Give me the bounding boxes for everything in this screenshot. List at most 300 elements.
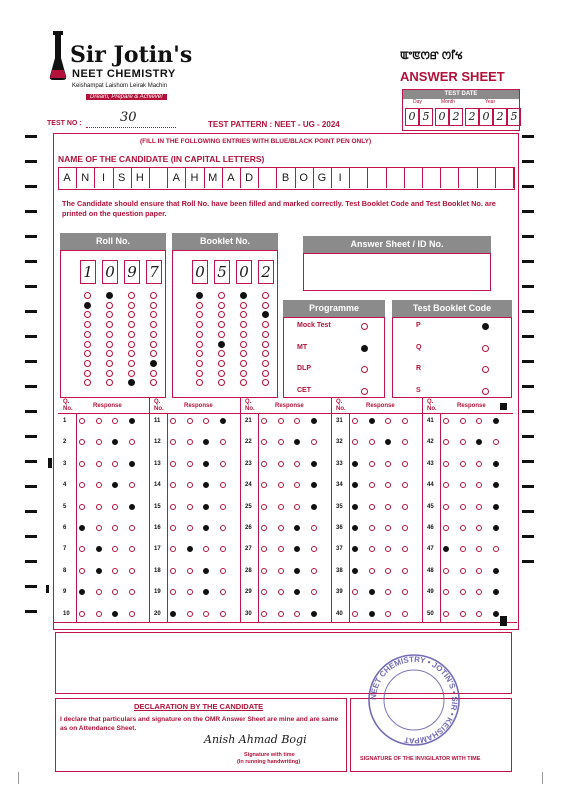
answer-bubble[interactable] xyxy=(369,461,375,467)
answer-bubble[interactable] xyxy=(369,439,375,445)
answer-bubble[interactable] xyxy=(203,611,209,617)
answer-bubble[interactable] xyxy=(352,525,358,531)
answer-bubble[interactable] xyxy=(476,418,482,424)
booklet-no-bubble[interactable] xyxy=(240,292,247,299)
institute-stamp xyxy=(366,652,462,748)
answer-bubble[interactable] xyxy=(476,611,482,617)
answer-bubble[interactable] xyxy=(352,504,358,510)
roll-no-bubble[interactable] xyxy=(106,370,113,377)
roll-no-bubble[interactable] xyxy=(128,370,135,377)
answer-bubble[interactable] xyxy=(311,482,317,488)
roll-no-bubble[interactable] xyxy=(84,302,91,309)
answer-bubble[interactable] xyxy=(493,546,499,552)
name-char-cell[interactable]: D xyxy=(240,168,259,188)
fill-instruction: (FILL IN THE FOLLOWING ENTRIES WITH BLUE/BLACK POINT PEN ONLY) xyxy=(140,138,372,145)
answer-bubble[interactable] xyxy=(79,611,85,617)
answer-bubble[interactable] xyxy=(352,611,358,617)
booklet-no-bubble[interactable] xyxy=(196,341,203,348)
programme-option-bubble[interactable] xyxy=(361,366,368,373)
answer-bubble[interactable] xyxy=(460,461,466,467)
answer-bubble[interactable] xyxy=(311,589,317,595)
answer-bubble[interactable] xyxy=(278,568,284,574)
question-number: 7 xyxy=(63,546,67,553)
answer-bubble[interactable] xyxy=(311,525,317,531)
answer-bubble[interactable] xyxy=(402,611,408,617)
programme-option-bubble[interactable] xyxy=(361,323,368,330)
answer-bubble[interactable] xyxy=(96,589,102,595)
answer-bubble[interactable] xyxy=(278,482,284,488)
answer-bubble[interactable] xyxy=(220,461,226,467)
name-char-cell[interactable] xyxy=(440,168,459,188)
answer-bubble[interactable] xyxy=(187,525,193,531)
name-char-cell[interactable] xyxy=(258,168,277,188)
answer-bubble[interactable] xyxy=(476,568,482,574)
answer-bubble[interactable] xyxy=(369,504,375,510)
answer-bubble[interactable] xyxy=(220,525,226,531)
answer-bubble[interactable] xyxy=(203,418,209,424)
roll-no-bubble[interactable] xyxy=(150,341,157,348)
roll-no-bubble[interactable] xyxy=(106,331,113,338)
roll-no-digit-box[interactable]: 1 xyxy=(80,260,96,284)
answer-bubble[interactable] xyxy=(385,525,391,531)
roll-no-digit-box[interactable]: 0 xyxy=(102,260,118,284)
answer-bubble[interactable] xyxy=(129,525,135,531)
answer-bubble[interactable] xyxy=(311,461,317,467)
answer-bubble[interactable] xyxy=(170,525,176,531)
answer-grid-bottom xyxy=(53,622,517,623)
booklet-no-bubble[interactable] xyxy=(262,302,269,309)
booklet-no-bubble[interactable] xyxy=(262,360,269,367)
answer-block-divider xyxy=(240,398,241,622)
answer-bubble[interactable] xyxy=(129,546,135,552)
answer-bubble[interactable] xyxy=(129,568,135,574)
name-char-cell[interactable]: I xyxy=(94,168,113,188)
answer-bubble[interactable] xyxy=(402,589,408,595)
answer-bubble[interactable] xyxy=(96,504,102,510)
answer-bubble[interactable] xyxy=(443,568,449,574)
answer-bubble[interactable] xyxy=(402,439,408,445)
answer-bubble[interactable] xyxy=(261,418,267,424)
answer-bubble[interactable] xyxy=(493,568,499,574)
roll-no-bubble[interactable] xyxy=(84,292,91,299)
name-char-cell[interactable]: I xyxy=(331,168,350,188)
answer-bubble[interactable] xyxy=(187,482,193,488)
answer-bubble[interactable] xyxy=(112,418,118,424)
roll-no-bubble[interactable] xyxy=(106,302,113,309)
name-char-cell[interactable] xyxy=(495,168,514,188)
timing-mark-right xyxy=(522,410,534,413)
name-char-cell[interactable]: G xyxy=(313,168,332,188)
answer-bubble[interactable] xyxy=(402,568,408,574)
booklet-no-bubble[interactable] xyxy=(218,341,225,348)
date-digit[interactable]: 2 xyxy=(465,108,479,126)
answer-bubble[interactable] xyxy=(443,611,449,617)
answer-bubble[interactable] xyxy=(311,568,317,574)
roll-no-bubble[interactable] xyxy=(150,292,157,299)
answer-bubble[interactable] xyxy=(112,461,118,467)
q-no-header: Q. No. xyxy=(427,399,437,412)
name-char-cell[interactable]: B xyxy=(276,168,295,188)
booklet-code-bubble[interactable] xyxy=(482,366,489,373)
question-number: 33 xyxy=(336,460,343,467)
answer-bubble[interactable] xyxy=(460,439,466,445)
answer-bubble[interactable] xyxy=(129,504,135,510)
answer-bubble[interactable] xyxy=(294,461,300,467)
name-char-cell[interactable] xyxy=(422,168,441,188)
name-char-cell[interactable] xyxy=(149,168,168,188)
invigilator-label: SIGNATURE OF THE INVIGILATOR WITH TIME xyxy=(360,756,481,762)
answer-bubble[interactable] xyxy=(369,568,375,574)
timing-mark-left xyxy=(25,510,37,513)
answer-bubble[interactable] xyxy=(203,568,209,574)
booklet-no-bubble[interactable] xyxy=(196,360,203,367)
timing-mark-right xyxy=(522,160,534,163)
name-char-cell[interactable]: A xyxy=(222,168,241,188)
answer-bubble[interactable] xyxy=(203,461,209,467)
answer-bubble[interactable] xyxy=(112,525,118,531)
answer-bubble[interactable] xyxy=(443,525,449,531)
answer-bubble[interactable] xyxy=(443,461,449,467)
answer-bubble[interactable] xyxy=(96,418,102,424)
date-digit[interactable]: 0 xyxy=(405,108,419,126)
response-header: Response xyxy=(93,403,122,409)
answer-bubble[interactable] xyxy=(187,461,193,467)
question-number: 6 xyxy=(63,525,67,531)
answer-bubble[interactable] xyxy=(261,461,267,467)
answer-bubble[interactable] xyxy=(493,482,499,488)
date-digit[interactable]: 2 xyxy=(449,108,463,126)
answer-bubble[interactable] xyxy=(385,611,391,617)
answer-bubble[interactable] xyxy=(220,439,226,445)
answer-sheet-id-field[interactable] xyxy=(303,253,491,291)
question-number: 42 xyxy=(427,439,434,446)
q-no-header: Q. No. xyxy=(154,399,164,412)
booklet-no-bubble[interactable] xyxy=(262,370,269,377)
roll-no-bubble[interactable] xyxy=(84,331,91,338)
answer-bubble[interactable] xyxy=(96,611,102,617)
timing-mark-right xyxy=(522,285,534,288)
answer-bubble[interactable] xyxy=(402,546,408,552)
question-number: 15 xyxy=(154,503,161,510)
answer-bubble[interactable] xyxy=(278,525,284,531)
answer-bubble[interactable] xyxy=(170,611,176,617)
answer-bubble[interactable] xyxy=(278,418,284,424)
roll-no-bubble[interactable] xyxy=(150,331,157,338)
name-char-cell[interactable]: H xyxy=(185,168,204,188)
timing-mark-right xyxy=(522,460,534,463)
answer-bubble[interactable] xyxy=(96,568,102,574)
answer-bubble[interactable] xyxy=(443,504,449,510)
roll-no-bubble[interactable] xyxy=(106,341,113,348)
answer-bubble[interactable] xyxy=(443,418,449,424)
timing-mark-right xyxy=(522,535,534,538)
date-digit[interactable]: 0 xyxy=(479,108,493,126)
name-char-cell[interactable]: A xyxy=(58,168,77,188)
answer-bubble[interactable] xyxy=(460,589,466,595)
answer-bubble[interactable] xyxy=(311,504,317,510)
answer-bubble[interactable] xyxy=(129,589,135,595)
answer-bubble[interactable] xyxy=(79,461,85,467)
answer-bubble[interactable] xyxy=(220,611,226,617)
name-char-cell[interactable] xyxy=(367,168,386,188)
answer-bubble[interactable] xyxy=(369,418,375,424)
answer-bubble[interactable] xyxy=(369,525,375,531)
answer-bubble[interactable] xyxy=(112,611,118,617)
answer-bubble[interactable] xyxy=(96,461,102,467)
brand-subtitle: NEET CHEMISTRY xyxy=(72,68,176,80)
answer-bubble[interactable] xyxy=(79,568,85,574)
booklet-no-bubble[interactable] xyxy=(218,370,225,377)
question-number: 4 xyxy=(63,482,67,489)
roll-no-bubble[interactable] xyxy=(150,370,157,377)
booklet-no-digit-box[interactable]: 0 xyxy=(192,260,208,284)
answer-bubble[interactable] xyxy=(129,461,135,467)
roll-no-bubble[interactable] xyxy=(84,341,91,348)
name-char-cell[interactable]: H xyxy=(131,168,150,188)
answer-bubble[interactable] xyxy=(294,504,300,510)
answer-bubble[interactable] xyxy=(261,611,267,617)
answer-bubble[interactable] xyxy=(476,504,482,510)
answer-bubble[interactable] xyxy=(220,546,226,552)
booklet-no-bubble[interactable] xyxy=(240,302,247,309)
question-number: 13 xyxy=(154,460,161,467)
answer-bubble[interactable] xyxy=(129,418,135,424)
answer-bubble[interactable] xyxy=(294,611,300,617)
roll-no-bubble[interactable] xyxy=(150,302,157,309)
answer-bubble[interactable] xyxy=(220,568,226,574)
answer-bubble[interactable] xyxy=(129,482,135,488)
answer-bubble[interactable] xyxy=(493,439,499,445)
question-number: 19 xyxy=(154,589,161,596)
answer-bubble[interactable] xyxy=(352,461,358,467)
answer-bubble[interactable] xyxy=(170,418,176,424)
answer-bubble[interactable] xyxy=(96,525,102,531)
booklet-no-bubble[interactable] xyxy=(240,370,247,377)
answer-bubble[interactable] xyxy=(278,589,284,595)
answer-bubble[interactable] xyxy=(96,439,102,445)
answer-bubble[interactable] xyxy=(493,504,499,510)
booklet-no-bubble[interactable] xyxy=(240,341,247,348)
answer-bubble[interactable] xyxy=(96,546,102,552)
answer-bubble[interactable] xyxy=(460,418,466,424)
answer-bubble[interactable] xyxy=(460,525,466,531)
answer-bubble[interactable] xyxy=(476,461,482,467)
booklet-no-bubble[interactable] xyxy=(196,302,203,309)
booklet-code-bubble[interactable] xyxy=(482,345,489,352)
booklet-no-bubble[interactable] xyxy=(240,360,247,367)
answer-bubble[interactable] xyxy=(402,461,408,467)
test-no-value[interactable]: 30 xyxy=(120,110,137,125)
date-sub-labels xyxy=(403,99,519,106)
answer-bubble[interactable] xyxy=(187,504,193,510)
answer-bubble[interactable] xyxy=(79,418,85,424)
answer-bubble[interactable] xyxy=(385,568,391,574)
date-digit[interactable]: 5 xyxy=(419,108,433,126)
answer-bubble[interactable] xyxy=(493,589,499,595)
answer-bubble[interactable] xyxy=(203,525,209,531)
question-number: 16 xyxy=(154,525,161,531)
answer-bubble[interactable] xyxy=(170,504,176,510)
corner-square xyxy=(500,403,507,410)
name-char-cell[interactable]: M xyxy=(204,168,223,188)
answer-bubble[interactable] xyxy=(187,418,193,424)
roll-no-bubble[interactable] xyxy=(150,360,157,367)
question-number: 28 xyxy=(245,567,252,574)
answer-bubble[interactable] xyxy=(170,568,176,574)
answer-bubble[interactable] xyxy=(261,504,267,510)
date-digit[interactable]: 2 xyxy=(493,108,507,126)
qnum-column-divider xyxy=(258,414,259,622)
booklet-no-bubble[interactable] xyxy=(196,370,203,377)
booklet-no-digit-box[interactable]: 0 xyxy=(236,260,252,284)
answer-bubble[interactable] xyxy=(311,439,317,445)
answer-bubble[interactable] xyxy=(493,461,499,467)
roll-no-bubble[interactable] xyxy=(84,360,91,367)
booklet-no-bubble[interactable] xyxy=(262,341,269,348)
roll-no-bubble[interactable] xyxy=(106,360,113,367)
answer-bubble[interactable] xyxy=(187,568,193,574)
answer-bubble[interactable] xyxy=(460,504,466,510)
booklet-no-header: Booklet No. xyxy=(172,233,278,250)
answer-bubble[interactable] xyxy=(311,546,317,552)
answer-bubble[interactable] xyxy=(402,525,408,531)
answer-bubble[interactable] xyxy=(460,611,466,617)
answer-bubble[interactable] xyxy=(220,504,226,510)
answer-bubble[interactable] xyxy=(220,589,226,595)
question-number: 43 xyxy=(427,460,434,467)
answer-bubble[interactable] xyxy=(294,568,300,574)
answer-bubble[interactable] xyxy=(385,418,391,424)
roll-no-digit-box[interactable]: 9 xyxy=(124,260,140,284)
booklet-code-bubble[interactable] xyxy=(482,388,489,395)
answer-bubble[interactable] xyxy=(129,439,135,445)
answer-bubble[interactable] xyxy=(369,611,375,617)
roll-no-bubble[interactable] xyxy=(128,292,135,299)
answer-bubble[interactable] xyxy=(220,482,226,488)
booklet-no-bubble[interactable] xyxy=(218,360,225,367)
answer-bubble[interactable] xyxy=(79,504,85,510)
answer-bubble[interactable] xyxy=(278,504,284,510)
answer-bubble[interactable] xyxy=(402,482,408,488)
answer-bubble[interactable] xyxy=(294,525,300,531)
answer-bubble[interactable] xyxy=(278,611,284,617)
answer-bubble[interactable] xyxy=(187,546,193,552)
candidate-name-label: NAME OF THE CANDIDATE (IN CAPITAL LETTERS) xyxy=(58,154,265,164)
answer-bubble[interactable] xyxy=(352,568,358,574)
roll-no-bubble[interactable] xyxy=(84,370,91,377)
date-digit[interactable]: 0 xyxy=(435,108,449,126)
answer-bubble[interactable] xyxy=(493,611,499,617)
name-char-cell[interactable]: A xyxy=(167,168,186,188)
test-no-label: TEST NO : xyxy=(47,120,82,127)
question-number: 35 xyxy=(336,503,343,510)
answer-bubble[interactable] xyxy=(203,504,209,510)
name-char-cell[interactable]: N xyxy=(76,168,95,188)
roll-no-bubble[interactable] xyxy=(128,360,135,367)
roll-no-bubble[interactable] xyxy=(128,341,135,348)
answer-bubble[interactable] xyxy=(460,546,466,552)
booklet-no-bubble[interactable] xyxy=(218,292,225,299)
booklet-no-digit-box[interactable]: 5 xyxy=(214,260,230,284)
roll-no-digit-box[interactable]: 7 xyxy=(146,260,162,284)
answer-bubble[interactable] xyxy=(294,418,300,424)
booklet-code-bubble[interactable] xyxy=(482,323,489,330)
booklet-no-bubble[interactable] xyxy=(240,331,247,338)
answer-bubble[interactable] xyxy=(385,461,391,467)
answer-bubble[interactable] xyxy=(129,611,135,617)
brand-title: Sir Jotin's xyxy=(70,42,193,68)
answer-bubble[interactable] xyxy=(278,546,284,552)
qnum-column-divider xyxy=(76,414,77,622)
date-digit[interactable]: 5 xyxy=(507,108,521,126)
answer-bubble[interactable] xyxy=(352,418,358,424)
answer-bubble[interactable] xyxy=(170,461,176,467)
booklet-no-digit-box[interactable]: 2 xyxy=(258,260,274,284)
roll-no-bubble[interactable] xyxy=(128,302,135,309)
answer-bubble[interactable] xyxy=(112,568,118,574)
timing-mark-vertical xyxy=(48,458,52,468)
answer-bubble[interactable] xyxy=(369,546,375,552)
name-char-cell[interactable] xyxy=(386,168,405,188)
answer-bubble[interactable] xyxy=(369,589,375,595)
timing-mark-right xyxy=(522,235,534,238)
candidate-signature[interactable]: Anish Ahmad Bogi xyxy=(204,733,307,746)
answer-bubble[interactable] xyxy=(311,418,317,424)
answer-bubble[interactable] xyxy=(460,568,466,574)
name-char-cell[interactable] xyxy=(458,168,477,188)
question-number: 45 xyxy=(427,503,434,510)
programme-option-bubble[interactable] xyxy=(361,345,368,352)
roll-no-bubble[interactable] xyxy=(106,292,113,299)
timing-mark-left xyxy=(25,435,37,438)
name-char-cell[interactable] xyxy=(404,168,423,188)
name-char-cell[interactable] xyxy=(477,168,496,188)
answer-bubble[interactable] xyxy=(187,611,193,617)
answer-bubble[interactable] xyxy=(79,525,85,531)
answer-bubble[interactable] xyxy=(187,439,193,445)
roll-no-bubble[interactable] xyxy=(128,331,135,338)
name-char-cell[interactable]: S xyxy=(113,168,132,188)
answer-bubble[interactable] xyxy=(261,525,267,531)
name-char-cell[interactable]: O xyxy=(295,168,314,188)
booklet-no-bubble[interactable] xyxy=(262,292,269,299)
booklet-no-bubble[interactable] xyxy=(218,302,225,309)
answer-bubble[interactable] xyxy=(261,568,267,574)
name-char-cell[interactable] xyxy=(349,168,368,188)
programme-option-label: Mock Test xyxy=(297,322,331,329)
answer-bubble[interactable] xyxy=(278,439,284,445)
answer-bubble[interactable] xyxy=(493,418,499,424)
answer-bubble[interactable] xyxy=(460,482,466,488)
answer-bubble[interactable] xyxy=(402,504,408,510)
answer-bubble[interactable] xyxy=(493,525,499,531)
answer-bubble[interactable] xyxy=(311,611,317,617)
booklet-no-bubble[interactable] xyxy=(218,331,225,338)
answer-bubble[interactable] xyxy=(112,504,118,510)
answer-bubble[interactable] xyxy=(369,482,375,488)
booklet-no-bubble[interactable] xyxy=(196,331,203,338)
answer-bubble[interactable] xyxy=(96,482,102,488)
answer-bubble[interactable] xyxy=(385,504,391,510)
programme-option-bubble[interactable] xyxy=(361,388,368,395)
answer-bubble[interactable] xyxy=(476,525,482,531)
booklet-no-bubble[interactable] xyxy=(262,331,269,338)
answer-bubble[interactable] xyxy=(278,461,284,467)
booklet-no-bubble[interactable] xyxy=(196,292,203,299)
answer-bubble[interactable] xyxy=(220,418,226,424)
answer-bubble[interactable] xyxy=(402,418,408,424)
answer-bubble[interactable] xyxy=(187,589,193,595)
